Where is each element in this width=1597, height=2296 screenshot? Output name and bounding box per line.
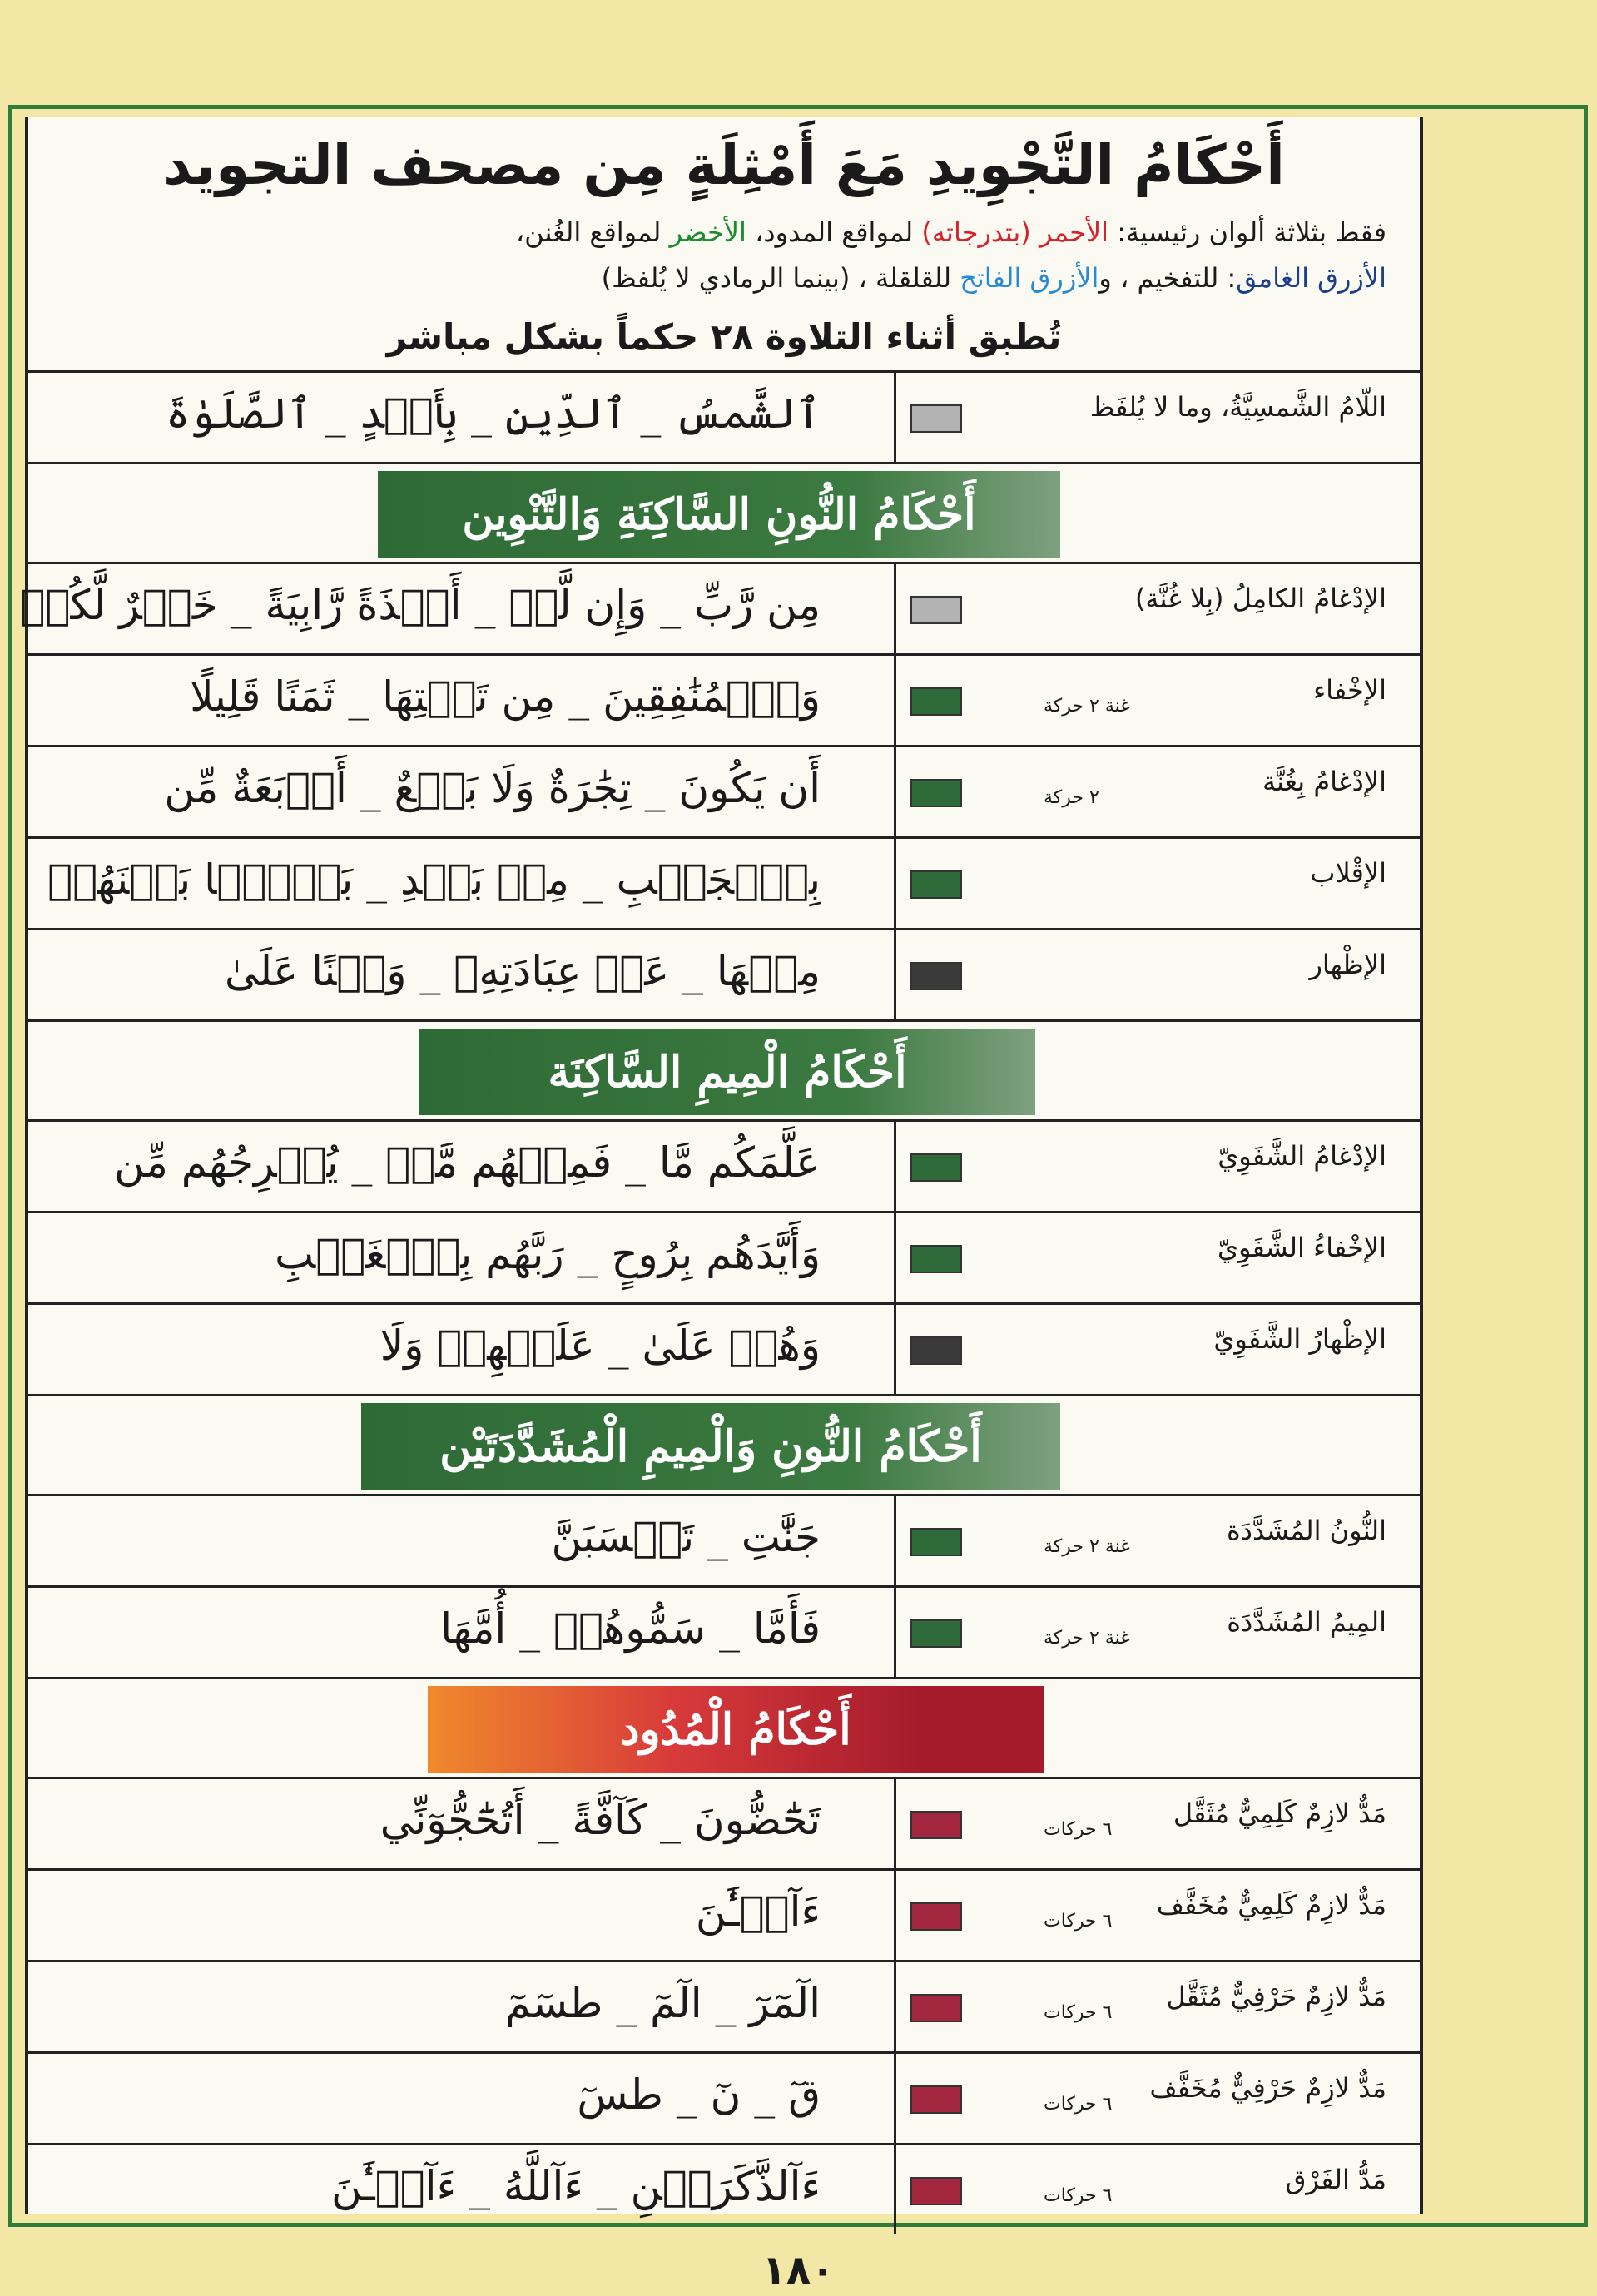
rule-row: [20, 562, 1420, 653]
rule-name: مَدٌّ لازِمٌ حَرْفِيٌّ مُثَقَّل: [1166, 1981, 1386, 2012]
color-swatch: [910, 1811, 962, 1839]
column-divider: [894, 656, 896, 745]
rule-name: الإدْغامُ الشَّفَوِيّ: [1218, 1140, 1386, 1172]
column-divider: [894, 839, 896, 928]
quran-example: ءَآلۡـَٰٔنَ: [695, 1887, 821, 1936]
column-divider: [894, 373, 896, 462]
rule-note: ٦ حركات: [1044, 2185, 1113, 2206]
rules-table: [20, 370, 1420, 2234]
rule-row: [28, 2051, 1420, 2143]
rule-row: [28, 836, 1420, 928]
column-divider: [894, 1588, 896, 1677]
rule-name: مَدٌّ لازِمٌ كَلِمِيٌّ مُثَقَّل: [1173, 1798, 1386, 1829]
column-divider: [894, 1122, 896, 1211]
rule-note: ٦ حركات: [1044, 2002, 1113, 2023]
color-swatch: [910, 404, 962, 433]
intro-text: لمواقع الغُنن،: [515, 216, 670, 248]
rule-row: [28, 2143, 1420, 2234]
rule-name: مَدٌّ لازِمٌ حَرْفِيٌّ مُخَفَّف: [1149, 2072, 1386, 2104]
column-divider: [894, 1962, 896, 2051]
page-title: أَحْكَامُ التَّجْوِيدِ مَعَ أَمْثِلَةٍ مِن مصحف التجويد: [163, 133, 1285, 197]
page-number: ١٨٠: [761, 2247, 836, 2294]
column-divider: [894, 1213, 896, 1302]
rule-note: ٦ حركات: [1044, 2094, 1113, 2115]
rule-row: [28, 1960, 1420, 2051]
rule-row: [28, 1302, 1420, 1394]
rule-note: غنة ٢ حركة: [1044, 1628, 1130, 1649]
intro-text: : للتفخيم ، و: [1099, 262, 1237, 294]
header: [28, 117, 1420, 366]
color-swatch: [910, 687, 962, 716]
intro-line-1: [62, 216, 1386, 248]
color-swatch: [910, 962, 962, 990]
rule-name: مَدُّ الفَرْق: [1285, 2164, 1386, 2195]
quran-example: مِن رَّبِّ _ وَإِن لَّمۡ _ أَخۡذَةً رَّابِيَةً _ خَيۡرٌ لَّكُمۡ: [20, 581, 821, 629]
rule-row: [28, 1211, 1420, 1302]
rule-row: [28, 1868, 1420, 1960]
intro-line-2: [62, 262, 1386, 294]
rule-row: [28, 1494, 1420, 1585]
column-divider: [894, 747, 896, 836]
quran-example: مِنۡهَا _ عَنۡ عِبَادَتِهِۦ _ وَهۡنًا عَلَىٰ: [225, 947, 821, 995]
column-divider: [894, 564, 896, 653]
rule-name: الإدْغامُ الكامِلُ (بِلا غُنَّة): [1134, 583, 1386, 614]
intro-line-3: تُطبق أثناء التلاوة ٢٨ حكماً بشكل مباشر: [386, 316, 1062, 357]
quran-example: بِٱلۡجَنۢبِ _ مِنۢ بَعۡدِ _ بَغۡيًۢا بَيۡنَهُمۡ: [47, 855, 821, 904]
intro-lightblue-text: الأزرق الفاتح: [960, 262, 1099, 294]
rule-note: غنة ٢ حركة: [1044, 1536, 1130, 1557]
section-banner: [28, 1019, 1420, 1119]
color-swatch: [910, 870, 962, 899]
rule-name: الإخْفاءُ الشَّفَوِيّ: [1217, 1232, 1386, 1263]
intro-text: للقلقلة ، (بينما الرمادي لا يُلفظ): [601, 262, 960, 294]
rule-note: ٦ حركات: [1044, 1911, 1113, 1932]
column-divider: [894, 2054, 896, 2143]
color-swatch: [910, 2177, 962, 2205]
color-swatch: [910, 1245, 962, 1273]
color-swatch: [910, 596, 962, 624]
rule-row: [28, 1119, 1420, 1211]
intro-red-text: الأحمر (بتدرجاته): [921, 216, 1109, 248]
quran-example: تَحَٰٓضُّونَ _ كَآفَّةً _ أَتُحَٰٓجُّوٓنِّي: [379, 1796, 821, 1844]
rule-note: ٢ حركة: [1044, 787, 1099, 808]
quran-example: وَأَيَّدَهُم بِرُوحٍ _ رَبَّهُم بِٱلۡغَيۡبِ: [275, 1230, 821, 1278]
quran-example: عَلَّمَكُم مَّا _ فَمِنۡهُم مَّنۡ _ يُخۡرِجُهُم مِّن: [114, 1138, 821, 1187]
rule-name: الإقْلاب: [1310, 857, 1386, 889]
quran-example: وَٱلۡمُنَٰفِقِينَ _ مِن تَحۡتِهَا _ ثَمَنًا قَلِيلًا: [190, 672, 821, 721]
quran-example: ٱلشَّمسُ _ ٱلدِّينِ _ بِأَيۡدٍ _ ٱلصَّلَوٰةَ: [165, 389, 821, 438]
rule-row: [28, 370, 1420, 462]
intro-text: فقط بثلاثة ألوان رئيسية:: [1108, 216, 1386, 248]
column-divider: [894, 2145, 896, 2234]
column-divider: [894, 1871, 896, 1960]
color-swatch: [910, 1528, 962, 1556]
intro-green-text: الأخضر: [669, 216, 746, 248]
section-title: أَحْكَامُ النُّونِ وَالْمِيمِ الْمُشَدَّدَتَيْن: [361, 1403, 1060, 1490]
rule-name: اللّامُ الشَّمسِيَّةُ، وما لا يُلفَظ: [1089, 391, 1386, 423]
quran-example: جَنَّٰتِ _ تَحۡسَبَنَّ: [551, 1513, 821, 1561]
section-title: أَحْكَامُ الْمُدُود: [428, 1686, 1044, 1773]
rule-row: [28, 745, 1420, 836]
column-divider: [894, 930, 896, 1019]
column-divider: [894, 1779, 896, 1868]
intro-text: لمواقع المدود،: [746, 216, 922, 248]
rule-name: مَدٌّ لازِمٌ كَلِمِيٌّ مُخَفَّف: [1156, 1889, 1386, 1921]
column-divider: [894, 1496, 896, 1585]
rule-row: [28, 653, 1420, 745]
quran-example: فَأَمَّا _ سَمُّوهُمۡ _ أُمَّهَا: [440, 1604, 821, 1653]
section-title: أَحْكَامُ النُّونِ السَّاكِنَةِ وَالتَّنْوِين: [378, 471, 1060, 558]
section-banner: [28, 1394, 1420, 1494]
color-swatch: [910, 779, 962, 807]
section-banner: [28, 1677, 1420, 1777]
section-banner: [28, 462, 1420, 562]
color-swatch: [910, 1153, 962, 1182]
rule-name: الإظْهار: [1309, 949, 1386, 980]
quran-example: قٓ _ نٓ _ طسٓ: [577, 2070, 821, 2119]
column-divider: [894, 1305, 896, 1394]
rule-name: المِيمُ المُشَدَّدَة: [1227, 1606, 1386, 1638]
rule-name: النُّونُ المُشَدَّدَة: [1227, 1515, 1386, 1546]
section-title: أَحْكَامُ الْمِيمِ السَّاكِنَة: [419, 1029, 1035, 1115]
rule-name: الإظْهارُ الشَّفَوِيّ: [1213, 1323, 1386, 1355]
color-swatch: [910, 1994, 962, 2022]
rule-row: [28, 1585, 1420, 1677]
quran-example: ءَآلذَّكَرَيۡنِ _ ءَآللَّهُ _ ءَآلۡـَٰٔنَ: [330, 2162, 821, 2210]
color-swatch: [910, 1619, 962, 1648]
color-swatch: [910, 2085, 962, 2114]
rule-note: ٦ حركات: [1044, 1819, 1113, 1840]
color-swatch: [910, 1902, 962, 1931]
quran-example: أَن يَكُونَ _ تِجَٰرَةٌ وَلَا بَيۡعٌ _ أَرۡبَعَةٌ مِّن: [164, 764, 821, 812]
intro-darkblue-text: الأزرق الغامق: [1236, 262, 1386, 294]
rule-name: الإدْغامُ بِغُنَّة: [1262, 766, 1386, 797]
rule-note: غنة ٢ حركة: [1044, 696, 1130, 717]
rule-name: الإخْفاء: [1313, 674, 1386, 706]
quran-example: وَهُمۡ عَلَىٰ _ عَلَيۡهِمۡ وَلَا: [379, 1322, 821, 1370]
rule-row: [28, 928, 1420, 1019]
rules-panel: [20, 117, 1423, 2214]
quran-example: الٓمٓرٓ _ الٓمٓ _ طسٓمٓ: [504, 1979, 821, 2027]
rule-row: [28, 1777, 1420, 1868]
color-swatch: [910, 1336, 962, 1365]
